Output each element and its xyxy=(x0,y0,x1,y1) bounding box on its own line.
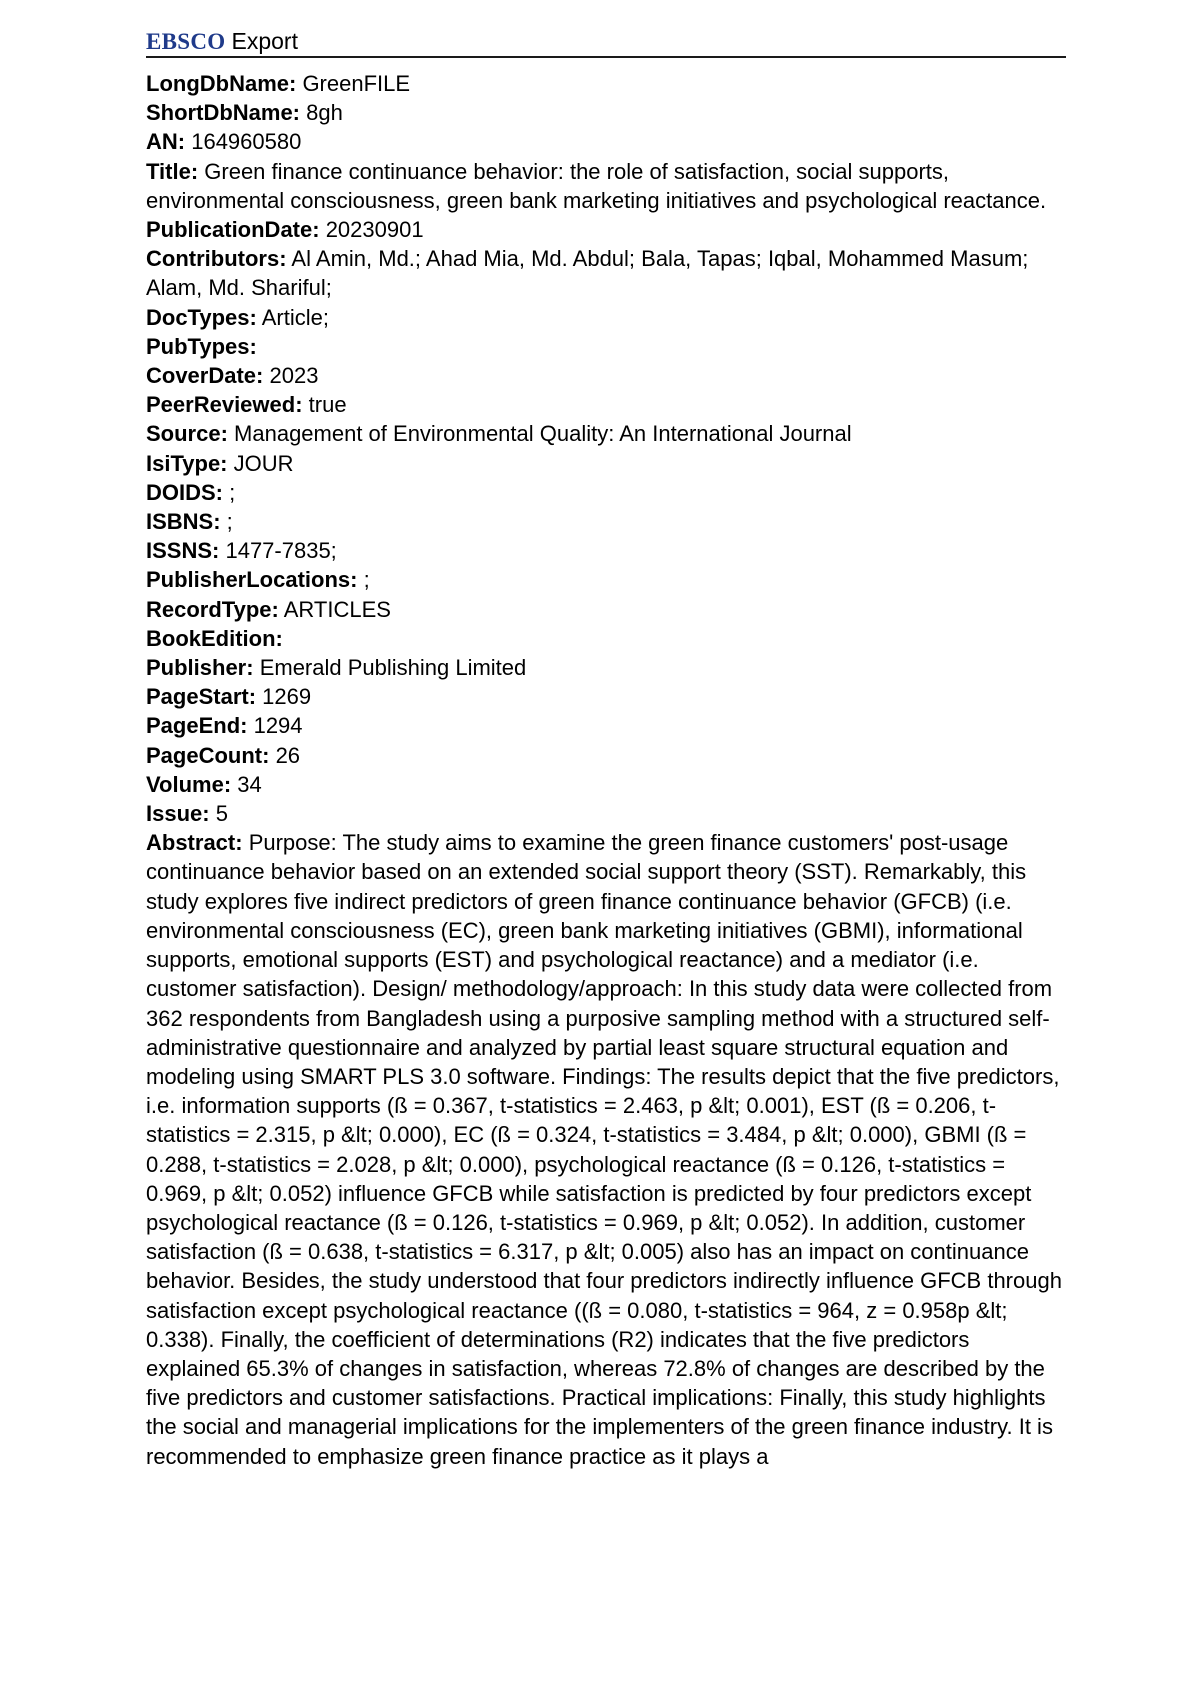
field-label: Source: xyxy=(146,421,228,447)
field-value: Management of Environmental Quality: An International Journal xyxy=(227,421,852,447)
field-label: Abstract: xyxy=(146,830,243,856)
field-value: 1294 xyxy=(247,713,303,739)
field-issns xyxy=(146,536,1066,565)
field-label: IsiType: xyxy=(146,450,228,476)
field-label: ISBNS: xyxy=(146,509,221,535)
field-value: 1477-7835; xyxy=(219,538,337,564)
field-label: ShortDbName: xyxy=(146,100,301,126)
field-value: GreenFILE xyxy=(296,71,411,96)
field-value: Al Amin, Md.; Ahad Mia, Md. Abdul; Bala, Tapas; Iqbal, Mohammed Masum; Alam, Md. Shariful; xyxy=(146,246,1029,301)
field-value: 8gh xyxy=(300,100,343,126)
field-value: ; xyxy=(357,567,370,593)
field-value: true xyxy=(302,392,347,418)
field-page-start xyxy=(146,682,1066,711)
field-book-edition xyxy=(146,624,1066,653)
field-isi-type xyxy=(146,449,1066,478)
field-volume xyxy=(146,770,1066,799)
field-label: PageStart: xyxy=(146,684,257,710)
abstract-text: Purpose: The study aims to examine the green finance customers' post-usage continuance behavior based on an extended social support theory (SST). Remarkably, this study explores five indirect predictors of green finance continuance behavior (GFCB) (i.e. environmental consciousness (EC), green bank marketing initiatives (GBMI), informational supports, emotional supports (EST) and psychological reactance) and a mediator (i.e. customer satisfaction). Design/ methodology/approach: In this study data were collected from 362 respondents from Bangladesh using a purposive sampling method with a structured self-administrative questionnaire and analyzed by partial least square structural equation and modeling using SMART PLS 3.0 software. Findings: The results depict that the five predictors, i.e. information supports (ß = 0.367, t-statistics = 2.463, p &lt; 0.001), EST (ß = 0.206, t-statistics = 2.315, p &lt; 0.000), EC (ß = 0.324, t-statistics = 3.484, p &lt; 0.000), GBMI (ß = 0.288, t-statistics = 2.028, p &lt; 0.000), psychological reactance (ß = 0.126, t-statistics = 0.969, p &lt; 0.052) influence GFCB while satisfaction is predicted by four predictors except psychological reactance (ß = 0.126, t-statistics = 0.969, p &lt; 0.052). In addition, customer satisfaction (ß = 0.638, t-statistics = 6.317, p &lt; 0.005) also has an impact on continuance behavior. Besides, the study understood that four predictors indirectly influence GFCB through satisfaction except psychological reactance ((ß = 0.080, t-statistics = 964, z = 0.958p &lt; 0.338). Finally, the coefficient of determinations (R2) indicates that the five predictors explained 65.3% of changes in satisfaction, whereas 72.8% of changes are described by the five predictors and customer satisfactions. Practical implications: Finally, this study highlights the social and managerial implications for the implementers of the green finance industry. It is recommended to emphasize green finance practice as it plays a xyxy=(146,830,1062,1469)
field-abstract xyxy=(146,828,1066,1470)
field-publication-date xyxy=(146,215,1066,244)
field-label: Issue: xyxy=(146,801,210,827)
field-contributors xyxy=(146,244,1066,302)
ebsco-logo: EBSCO xyxy=(146,29,226,54)
field-value: 2023 xyxy=(263,363,319,389)
field-label: Title: xyxy=(146,158,199,184)
field-label: AN: xyxy=(146,129,186,155)
field-pub-types xyxy=(146,332,1066,361)
field-doc-types xyxy=(146,303,1066,332)
field-value: JOUR xyxy=(227,450,294,476)
field-value: 1269 xyxy=(256,684,312,710)
field-label: RecordType: xyxy=(146,596,279,622)
header-title: Export xyxy=(231,28,298,54)
field-value: 26 xyxy=(269,742,301,768)
field-label: PeerReviewed: xyxy=(146,392,303,418)
record-fields xyxy=(146,69,1066,1471)
field-publisher xyxy=(146,653,1066,682)
field-label: PageEnd: xyxy=(146,713,248,739)
field-value: Emerald Publishing Limited xyxy=(253,655,527,681)
field-doids xyxy=(146,478,1066,507)
field-label: DOIDS: xyxy=(146,479,223,505)
field-value: Green finance continuance behavior: the role of satisfaction, social supports, environmental consciousness, green bank marketing initiatives and psychological reactance. xyxy=(146,158,1047,213)
field-value: Article; xyxy=(256,304,329,330)
field-issue xyxy=(146,799,1066,828)
field-value: 5 xyxy=(209,801,228,827)
field-value: 164960580 xyxy=(185,129,302,155)
field-value: ; xyxy=(223,479,236,505)
field-label: CoverDate: xyxy=(146,363,264,389)
field-label: Publisher: xyxy=(146,655,254,681)
field-label: Contributors: xyxy=(146,246,287,272)
field-record-type xyxy=(146,595,1066,624)
page-header xyxy=(146,24,1066,58)
field-value: 20230901 xyxy=(319,217,424,243)
field-label: BookEdition: xyxy=(146,625,283,651)
field-value: 34 xyxy=(231,771,262,797)
field-label: ISSNS: xyxy=(146,538,220,564)
field-short-db-name xyxy=(146,98,1066,127)
field-label: PubTypes: xyxy=(146,333,257,359)
field-an xyxy=(146,127,1066,156)
field-peer-reviewed xyxy=(146,390,1066,419)
field-publisher-locations xyxy=(146,565,1066,594)
field-value: ARTICLES xyxy=(278,596,391,622)
field-label: PageCount: xyxy=(146,742,270,768)
field-source xyxy=(146,419,1066,448)
field-label: Volume: xyxy=(146,771,232,797)
field-label: PublisherLocations: xyxy=(146,567,358,593)
field-long-db-name xyxy=(146,69,1066,98)
field-label: LongDbName: xyxy=(146,71,297,96)
field-label: DocTypes: xyxy=(146,304,257,330)
field-label: PublicationDate: xyxy=(146,217,320,243)
field-cover-date xyxy=(146,361,1066,390)
field-value: ; xyxy=(220,509,233,535)
field-page-count xyxy=(146,741,1066,770)
field-isbns xyxy=(146,507,1066,536)
field-title xyxy=(146,157,1066,215)
field-page-end xyxy=(146,711,1066,740)
